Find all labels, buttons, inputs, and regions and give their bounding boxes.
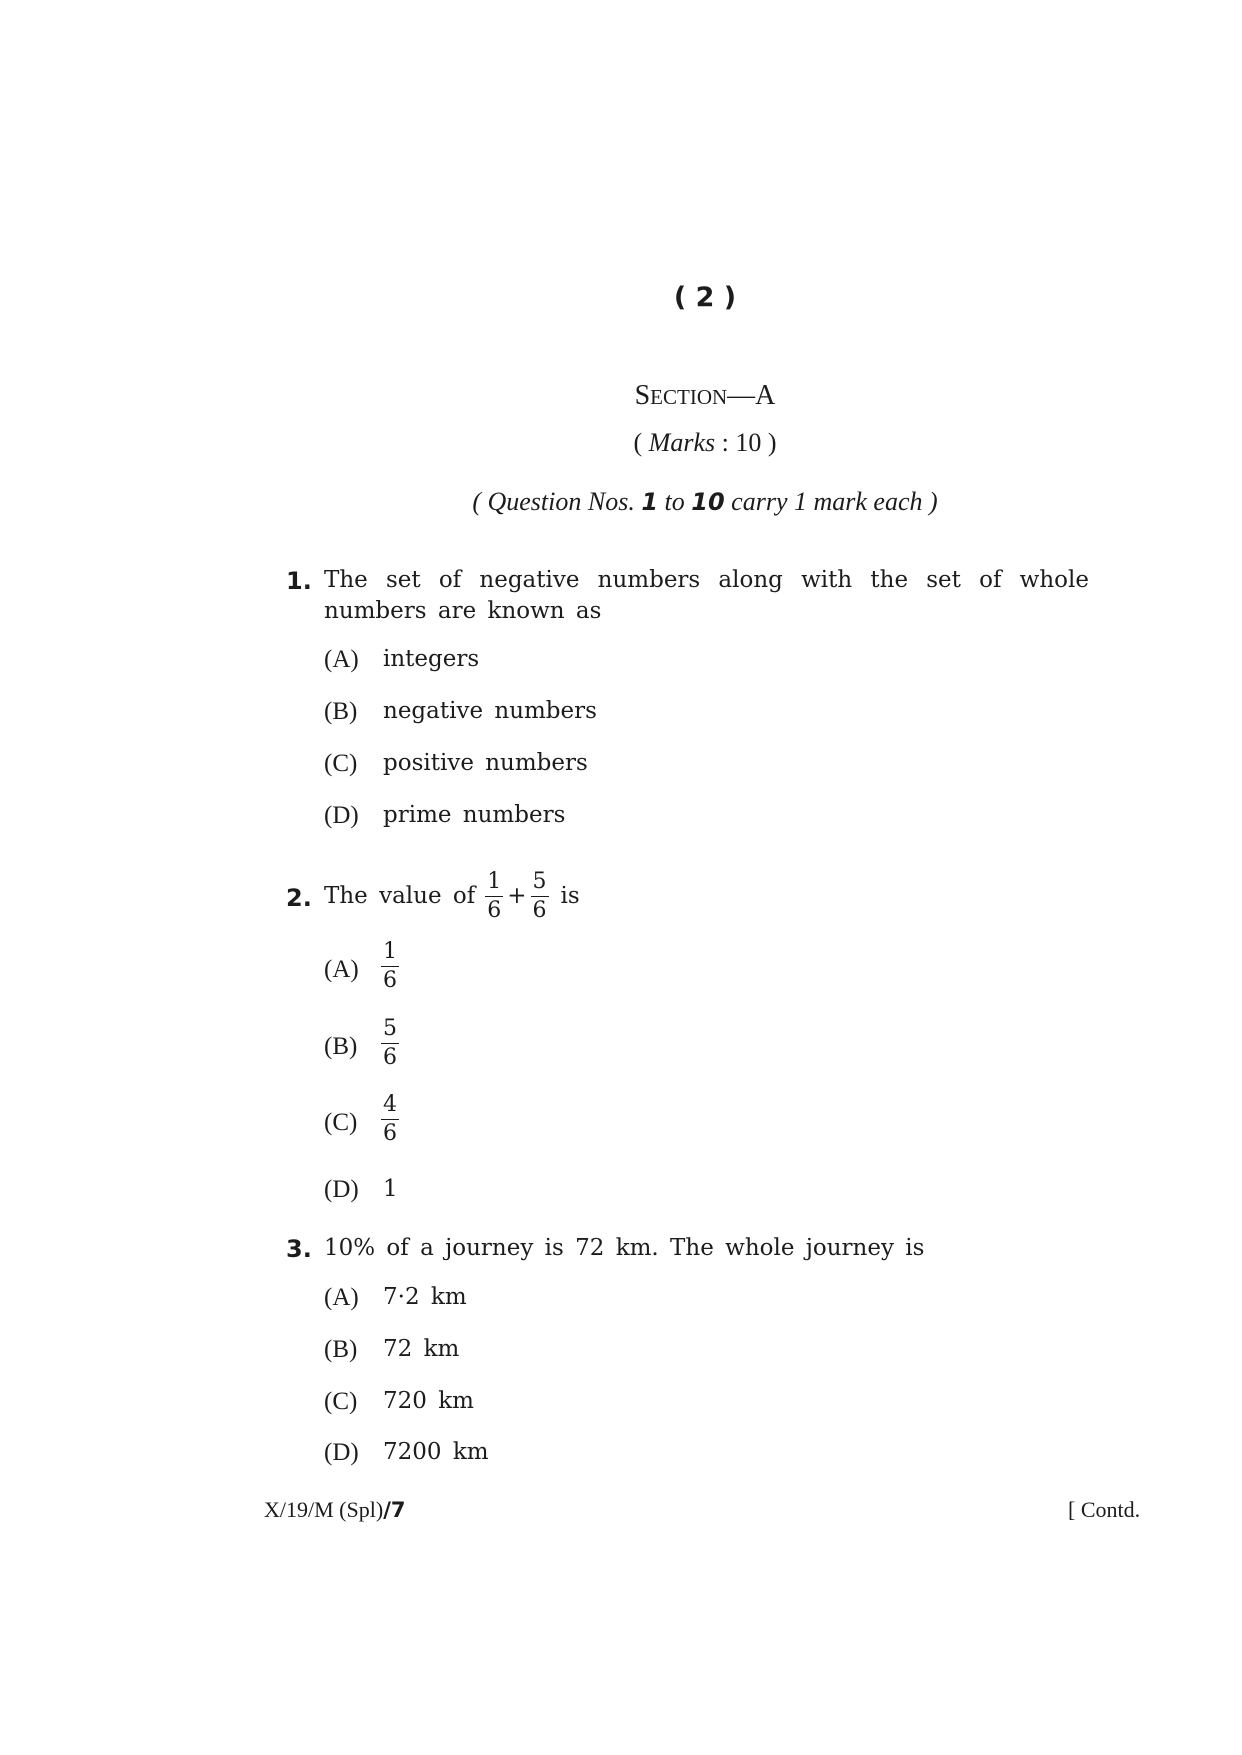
q3-option-d-label: (D) xyxy=(324,1439,359,1466)
q2-option-c-fraction: $\frac{4}{6}$ xyxy=(383,1092,397,1146)
q2-option-b-label: (B) xyxy=(324,1033,358,1060)
page-number: ( 2 ) xyxy=(673,282,737,313)
q2-fraction-1: $\frac{1}{6}$ xyxy=(487,868,502,923)
q2-option-d-label: (D) xyxy=(324,1176,359,1203)
question-3-number: 3. xyxy=(286,1235,312,1263)
q2-text-before: The value of xyxy=(324,882,476,909)
q3-option-c-text: 720 km xyxy=(383,1388,474,1414)
footer-contd: [ Contd. xyxy=(1068,1497,1141,1522)
section-instruction: ( Question Nos. 1 to 10 carry 1 mark each ) xyxy=(472,487,938,516)
q1-option-c-text: positive numbers xyxy=(383,750,588,776)
q1-option-c-label: (C) xyxy=(324,750,358,777)
q2-fraction-2: $\frac{5}{6}$ xyxy=(532,868,547,923)
q3-option-c-label: (C) xyxy=(324,1388,358,1415)
q1-option-a-label: (A) xyxy=(324,646,359,673)
q2-plus: + xyxy=(507,882,527,909)
question-3-text: 10% of a journey is 72 km. The whole journey is xyxy=(324,1235,925,1261)
q2-text-after: is xyxy=(560,882,580,909)
q2-option-b-fraction: $\frac{5}{6}$ xyxy=(383,1016,397,1070)
question-1-number: 1. xyxy=(286,567,312,595)
question-2-text xyxy=(324,865,580,927)
q3-option-a-label: (A) xyxy=(324,1284,359,1311)
q2-option-d-text: 1 xyxy=(383,1176,398,1202)
q3-option-d-text: 7200 km xyxy=(383,1439,489,1465)
q2-option-a-fraction: $\frac{1}{6}$ xyxy=(383,939,397,993)
q3-option-b-label: (B) xyxy=(324,1336,358,1363)
q1-option-d-label: (D) xyxy=(324,802,359,829)
q3-option-a-text: 7·2 km xyxy=(383,1284,467,1310)
q1-option-a-text: integers xyxy=(383,646,480,672)
section-marks: ( Marks : 10 ) xyxy=(633,428,777,457)
q1-option-b-text: negative numbers xyxy=(383,698,597,724)
q2-option-c-label: (C) xyxy=(324,1109,358,1136)
q3-option-b-text: 72 km xyxy=(383,1336,460,1362)
q1-option-d-text: prime numbers xyxy=(383,802,566,828)
q1-option-b-label: (B) xyxy=(324,698,358,725)
footer-paper-code: X/19/M (Spl)/7 xyxy=(264,1497,406,1522)
question-1-text: The set of negative numbers along with the set of whole numbers are known as xyxy=(324,567,1089,624)
section-title: SECTION—A xyxy=(634,380,776,411)
q2-option-a-label: (A) xyxy=(324,956,359,983)
question-2-number: 2. xyxy=(286,884,312,912)
